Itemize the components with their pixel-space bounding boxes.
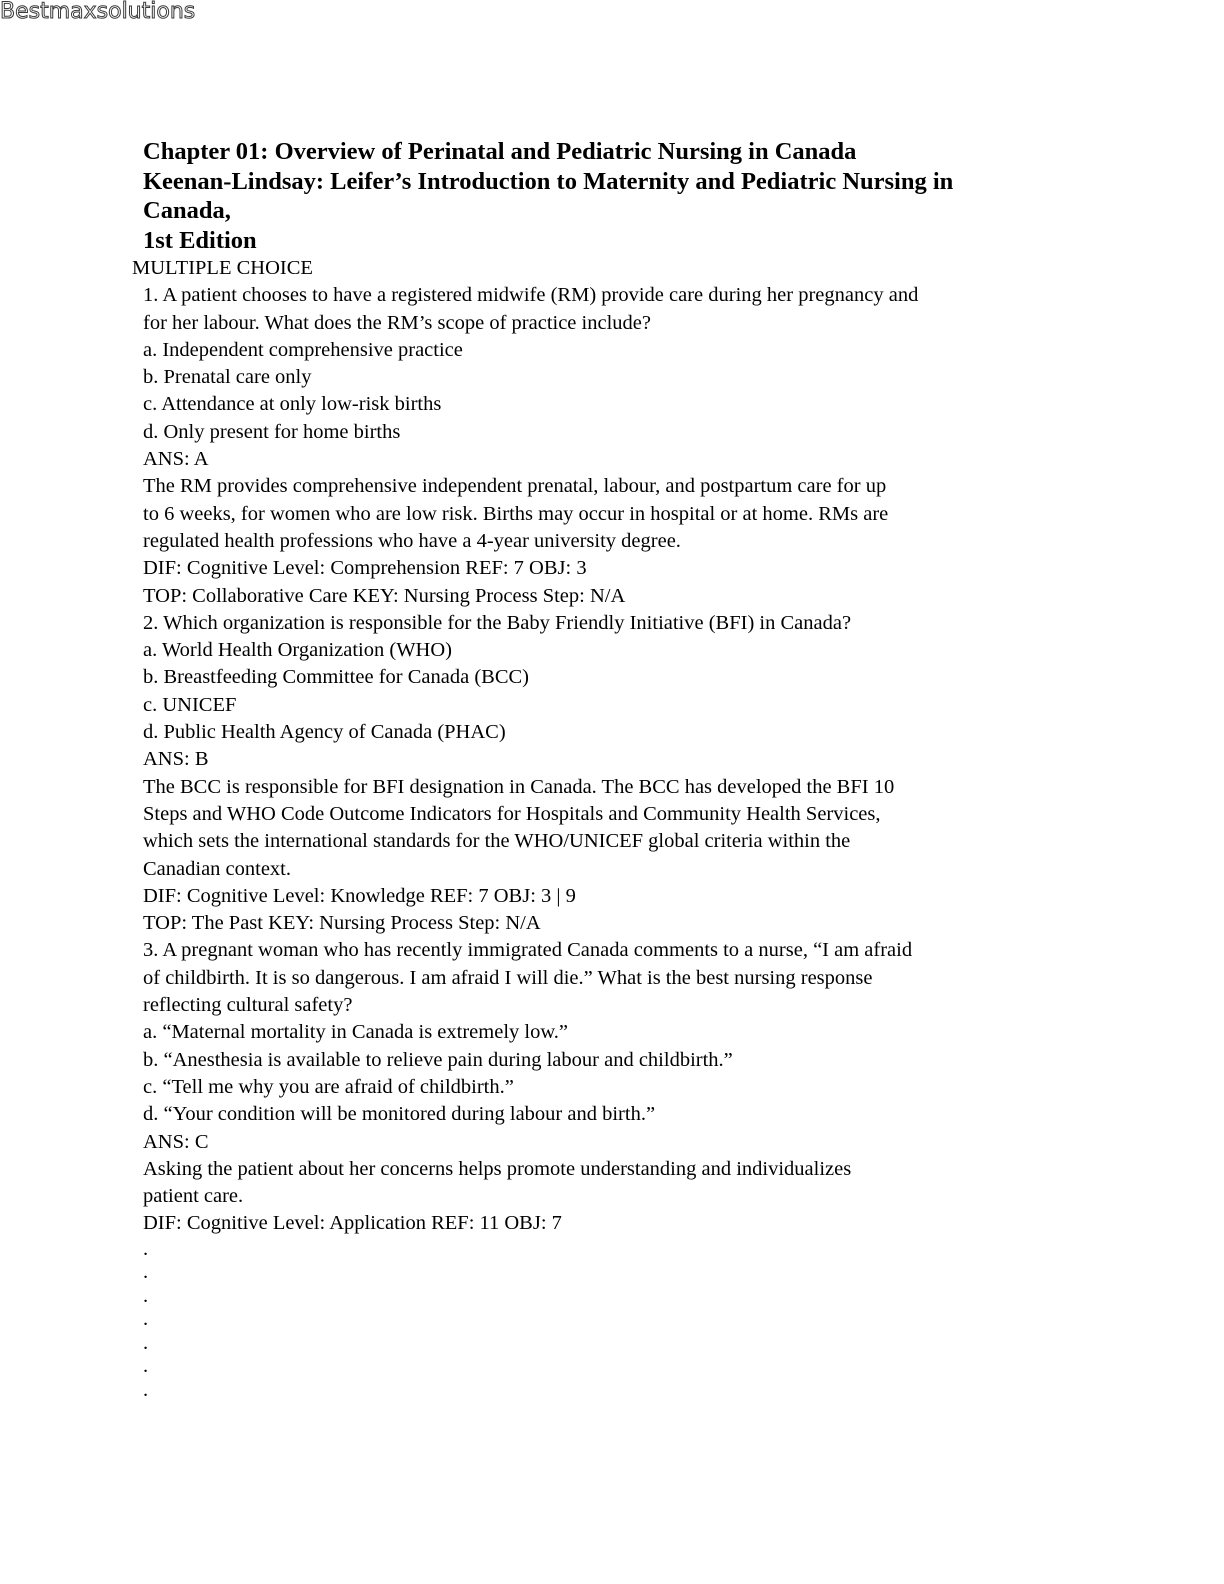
text-line: c. Attendance at only low-risk births [143,393,442,416]
text-line: ANS: B [143,748,209,771]
text-line: c. UNICEF [143,693,237,716]
text-line: Asking the patient about her concerns helps promote understanding and individualizes [143,1157,852,1180]
document-page [132,137,1073,1402]
text-line: d. “Your condition will be monitored during labour and birth.” [143,1103,656,1126]
continuation-dot: . [143,1261,149,1284]
text-line: DIF: Cognitive Level: Comprehension REF: 7 OBJ: 3 [143,557,587,580]
section-label: MULTIPLE CHOICE [132,257,313,279]
text-line: b. Prenatal care only [143,366,312,389]
text-line: b. “Anesthesia is available to relieve pain during labour and childbirth.” [143,1048,733,1071]
text-line: The RM provides comprehensive independent prenatal, labour, and postpartum care for up [143,475,887,498]
text-line: Canadian context. [143,857,292,880]
continuation-dot: . [143,1331,149,1354]
text-line: a. World Health Organization (WHO) [143,639,452,662]
document-title [143,137,1073,255]
text-line: The BCC is responsible for BFI designation in Canada. The BCC has developed the BFI 10 [143,775,895,798]
text-line: TOP: Collaborative Care KEY: Nursing Process Step: N/A [143,584,626,607]
text-line: DIF: Cognitive Level: Application REF: 11 OBJ: 7 [143,1212,562,1235]
text-line: of childbirth. It is so dangerous. I am afraid I will die.” What is the best nursing response [143,966,873,989]
text-line: d. Public Health Agency of Canada (PHAC) [143,721,506,744]
watermark-text: Bestmaxsolutions [0,0,196,24]
text-line: for her labour. What does the RM’s scope of practice include? [143,311,651,334]
text-line: b. Breastfeeding Committee for Canada (BCC) [143,666,529,689]
text-line: 1. A patient chooses to have a registered midwife (RM) provide care during her pregnancy and [143,284,919,307]
text-line: DIF: Cognitive Level: Knowledge REF: 7 OBJ: 3 | 9 [143,884,576,907]
text-line: c. “Tell me why you are afraid of childbirth.” [143,1075,514,1098]
text-line: reflecting cultural safety? [143,994,353,1017]
continuation-dot: . [143,1284,149,1307]
text-line: TOP: The Past KEY: Nursing Process Step: N/A [143,912,541,935]
text-line: to 6 weeks, for women who are low risk. Births may occur in hospital or at home. RMs are [143,502,889,525]
text-line: a. “Maternal mortality in Canada is extremely low.” [143,1021,569,1044]
title-line: 1st Edition [143,226,257,254]
continuation-dot: . [143,1237,149,1260]
continuation-dot: . [143,1378,149,1401]
continuation-dot: . [143,1355,149,1378]
title-line: Chapter 01: Overview of Perinatal and Pediatric Nursing in Canada [143,138,857,165]
question-body [143,282,1073,1237]
text-line: d. Only present for home births [143,420,401,443]
text-line: a. Independent comprehensive practice [143,338,463,361]
text-line: 3. A pregnant woman who has recently immigrated Canada comments to a nurse, “I am afraid [143,939,913,962]
text-line: which sets the international standards for the WHO/UNICEF global criteria within the [143,830,851,853]
continuation-dot: . [143,1308,149,1331]
continuation-dots [143,1238,1073,1403]
text-line: 2. Which organization is responsible for the Baby Friendly Initiative (BFI) in Canada? [143,611,852,634]
text-line: regulated health professions who have a 4-year university degree. [143,529,681,552]
title-line: Canada, [143,197,231,224]
text-line: patient care. [143,1185,244,1208]
text-line: ANS: C [143,1130,209,1153]
text-line: ANS: A [143,448,209,471]
title-line: Keenan-Lindsay: Leifer’s Introduction to Maternity and Pediatric Nursing in [143,167,954,195]
text-line: Steps and WHO Code Outcome Indicators for Hospitals and Community Health Services, [143,802,881,825]
